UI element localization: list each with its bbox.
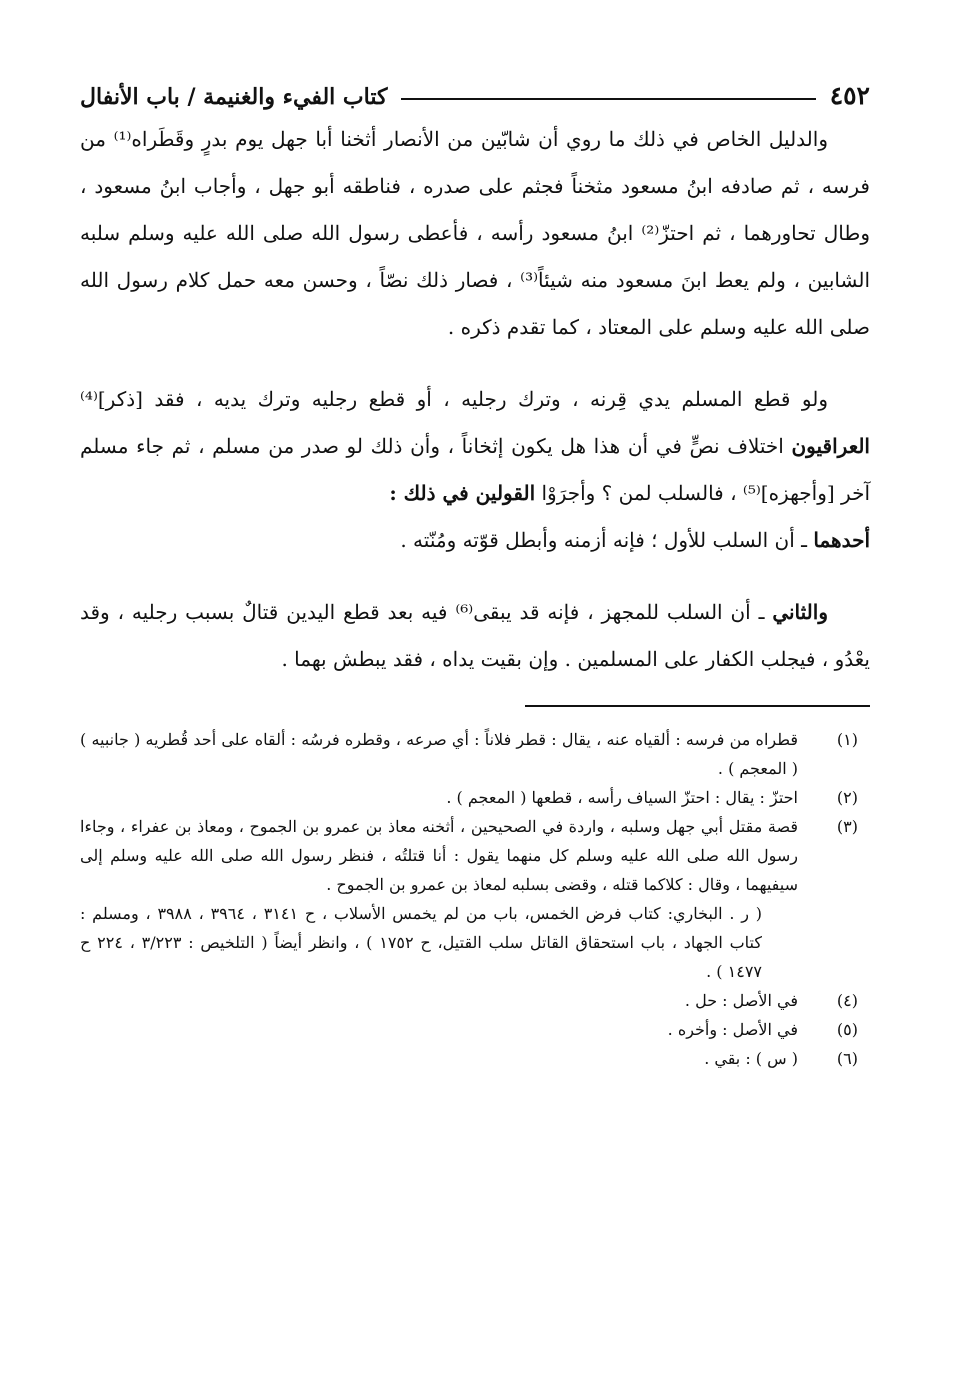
footnote-item: [80, 725, 870, 783]
footnote-citation: ( ر . البخاري: كتاب فرض الخمس، باب من لم يخمس الأسلاب ، ح ٣١٤١ ، ٣٩٦٤ ، ٣٩٨٨ ، ومسلم : كتاب الجهاد ، باب استحقاق القاتل سلب القتيل، ح ١٧٥٢ ) ، وانظر أيضاً ( التلخيص : ٣/٢٢٣ ، ٢٢٤ ح ١٤٧٧ ) .: [80, 904, 763, 981]
footnote-text: في الأصل : وأخره .: [667, 1020, 798, 1039]
paragraph-2-bold-iraqiyyun: العراقيون: [791, 434, 870, 458]
paragraph-2-bold-qawlayn: القولين في ذلك :: [389, 481, 536, 505]
paragraph-4-text: ـ أن السلب للمجهز ، فإنه قد يبقى⁽⁶⁾ فيه بعد قطع اليدين قتالٌ بسبب رجليه ، وقد يعْدُو ، فيجلب الكفار على المسلمين . وإن بقيت يداه ، فقد يبطش بهما .: [80, 600, 870, 671]
footnote-text: ( س ) : بقي .: [704, 1049, 798, 1068]
footnote-item: [80, 783, 870, 812]
running-title: كتاب الفيء والغنيمة / باب الأنفال: [80, 84, 388, 110]
footnote-number: (٦): [836, 1049, 858, 1068]
paragraph-1: والدليل الخاص في ذلك ما روي أن شابّين من الأنصار أثخنا أبا جهل يوم بدرٍ وقَطَراه⁽¹⁾ من فرسه ، ثم صادفه ابنُ مسعود مثخناً فجثم على صدره ، فناطقه أبو جهل ، وأجاب ابنُ مسعود ، وطال تحاورهما ، ثم احتزّ⁽²⁾ ابنُ مسعود رأسه ، فأعطى رسول الله صلى الله عليه وسلم سلبه الشابين ، ولم يعط ابنَ مسعود منه شيئاً⁽³⁾ ، فصار ذلك نصّاً ، وحسن معه حمل كلام رسول الله صلى الله عليه وسلم على المعتاد ، كما تقدم ذكره .: [80, 127, 870, 339]
page-number: ٤٥٢: [829, 81, 870, 110]
footnotes: [80, 725, 870, 1073]
footnote-item: [80, 812, 870, 899]
footnote-text: قصة مقتل أبي جهل وسلبه ، واردة في الصحيحين ، أثخنه معاذ بن عمرو بن الجموح ، ومعاذ بن عفراء ، وجاءا رسول الله صلى الله عليه وسلم كل منهما يقول : أنا قتلتُه ، فنظر رسول الله صلى الله عليه وسلم إلى سيفيهما ، وقال : كلاكما قتله ، وقضى بسلبه لمعاذ بن عمرو بن الجموح .: [80, 817, 798, 894]
footnote-text: احتزّ : يقال : احتزّ السياف رأسه ، قطعها ( المعجم ) .: [446, 788, 798, 807]
footnote-number: (١): [836, 730, 858, 749]
footnote-item: [80, 986, 870, 1015]
paragraph-3-bold-ahaduhuma: أحدهما: [813, 528, 870, 552]
book-page: [80, 70, 870, 1073]
footnote-divider: [525, 705, 870, 707]
paragraph-4-bold-thani: والثاني: [772, 600, 828, 624]
footnote-item: [80, 1044, 870, 1073]
footnote-number: (٥): [836, 1020, 858, 1039]
footnote-number: (٤): [836, 991, 858, 1010]
header-rule: [401, 98, 815, 100]
footnote-item: [80, 1015, 870, 1044]
paragraph-3-text: ـ أن السلب للأول ؛ فإنه أزمنه وأبطل قوّته ومُنّته .: [400, 528, 808, 552]
paragraph-2-text-c: اختلاف نصٍّ في أن هذا هل يكون إثخاناً ، وأن ذلك لو صدر من مسلم ، ثم جاء مسلم آخر [وأجهزه]⁽⁵⁾ ، فالسلب لمن ؟ وأجرَوْا: [80, 434, 870, 505]
footnote-number: (٣): [836, 817, 858, 836]
paragraph-2: [80, 376, 870, 517]
paragraph-3: [80, 517, 870, 564]
paragraph-2-text-a: ولو قطع المسلم يدي قِرنه ، وترك رجليه ، أو قطع رجليه وترك يديه ، فقد [ذكر]⁽⁴⁾: [80, 387, 828, 411]
page-header: [80, 70, 870, 110]
footnote-text: قطراه من فرسه : ألقياه عنه ، يقال : قطر فلاناً : أي صرعه ، وقطره فرسُه : ألقاه على أحد قُطريه ( جانبيه ) ( المعجم ) .: [80, 730, 798, 778]
paragraph-4: [80, 589, 870, 683]
footnote-text: في الأصل : حل .: [684, 991, 798, 1010]
footnote-number: (٢): [836, 788, 858, 807]
